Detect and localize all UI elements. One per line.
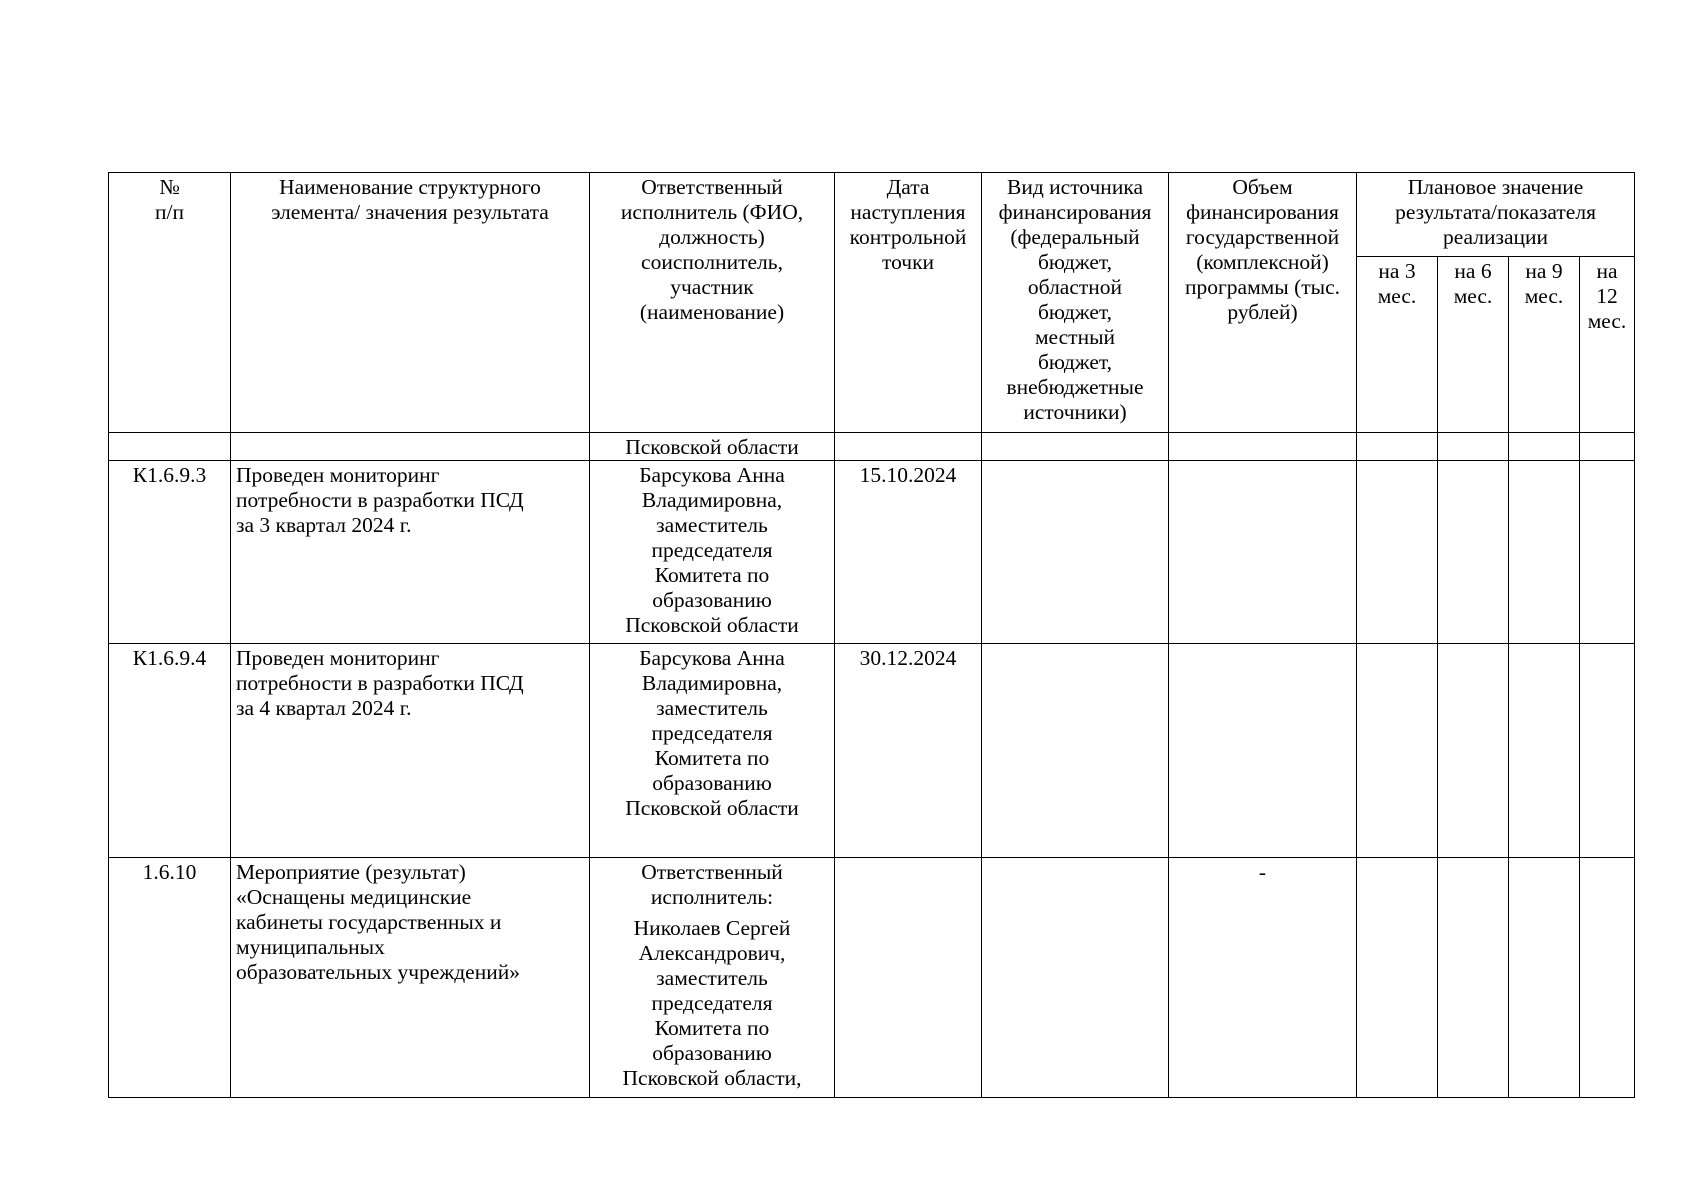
- row-responsible-line: Комитета по: [654, 746, 770, 770]
- row-plan-12: [1580, 644, 1635, 858]
- row-responsible-label-line: исполнитель:: [650, 885, 774, 909]
- row-plan-6: [1438, 858, 1509, 1098]
- header-number: [109, 173, 231, 433]
- row-name: [231, 644, 590, 858]
- header-name: [231, 173, 590, 433]
- row-responsible-line: Псковской области,: [622, 1066, 802, 1090]
- header-responsible-line: исполнитель (ФИО,: [620, 200, 804, 224]
- row-responsible-line: Псковской области: [625, 435, 799, 459]
- row-name-line: образовательных учреждений»: [236, 960, 520, 984]
- header-6-months-line: на 6: [1454, 259, 1492, 283]
- header-planned-value-line: Плановое значение: [1407, 175, 1584, 199]
- header-funding-source-line: бюджет,: [1037, 250, 1113, 274]
- header-name-line: элемента/ значения результата: [271, 200, 549, 224]
- row-date: [835, 433, 982, 461]
- header-number-line: №: [159, 175, 180, 199]
- row-plan-9: [1509, 858, 1580, 1098]
- row-plan-12: [1580, 433, 1635, 461]
- row-responsible: [590, 858, 835, 1098]
- row-funding-volume: -: [1169, 858, 1357, 1098]
- row-responsible-line: Владимировна,: [641, 488, 783, 512]
- header-funding-source-line: источники): [1023, 400, 1127, 424]
- header-9-months-line: мес.: [1524, 284, 1564, 308]
- row-responsible-line: председателя: [651, 991, 773, 1015]
- row-responsible: [590, 433, 835, 461]
- row-plan-3: [1357, 644, 1438, 858]
- row-responsible-line: образованию: [652, 588, 772, 612]
- header-funding-source-line: Вид источника: [1006, 175, 1143, 199]
- table-row: [109, 644, 1635, 858]
- row-responsible-line: председателя: [651, 538, 773, 562]
- header-6-months: [1438, 257, 1509, 433]
- row-number: [109, 433, 231, 461]
- header-date-line: точки: [881, 250, 935, 274]
- header-12-months-line: на: [1596, 259, 1618, 283]
- header-planned-value-line: результата/показателя: [1395, 200, 1596, 224]
- row-responsible-line: Николаев Сергей: [633, 916, 791, 940]
- row-responsible-line: заместитель: [656, 696, 768, 720]
- header-9-months-line: на 9: [1525, 259, 1563, 283]
- row-name-line: кабинеты государственных и: [236, 910, 502, 934]
- header-12-months-line: 12: [1596, 284, 1618, 308]
- row-funding-source: [982, 433, 1169, 461]
- row-responsible-line: образованию: [652, 771, 772, 795]
- row-funding-source: [982, 858, 1169, 1098]
- row-responsible-line: Комитета по: [654, 1016, 770, 1040]
- row-responsible-line: заместитель: [656, 966, 768, 990]
- row-number: 1.6.10: [109, 858, 231, 1098]
- header-funding-volume-line: рублей): [1227, 300, 1298, 324]
- table-row: [109, 461, 1635, 644]
- row-funding-source: [982, 644, 1169, 858]
- header-3-months-line: на 3: [1378, 259, 1416, 283]
- header-responsible-line: участник: [670, 275, 754, 299]
- row-plan-6: [1438, 461, 1509, 644]
- header-number-line: п/п: [155, 200, 184, 224]
- row-responsible-line: председателя: [651, 721, 773, 745]
- row-plan-3: [1357, 858, 1438, 1098]
- row-date: 30.12.2024: [835, 644, 982, 858]
- row-plan-9: [1509, 461, 1580, 644]
- header-12-months-line: мес.: [1587, 309, 1627, 333]
- row-funding-volume: [1169, 433, 1357, 461]
- row-plan-12: [1580, 461, 1635, 644]
- header-funding-source-line: внебюджетные: [1006, 375, 1144, 399]
- row-responsible-line: Барсукова Анна: [639, 646, 785, 670]
- plan-table: [108, 172, 1635, 1098]
- row-responsible-line: Владимировна,: [641, 671, 783, 695]
- header-9-months: [1509, 257, 1580, 433]
- header-12-months: [1580, 257, 1635, 433]
- row-responsible-line: Псковской области: [625, 613, 799, 637]
- table-row: [109, 858, 1635, 1098]
- header-responsible-line: Ответственный: [641, 175, 783, 199]
- row-plan-6: [1438, 644, 1509, 858]
- header-funding-source-line: местный: [1034, 325, 1116, 349]
- row-name-line: за 3 квартал 2024 г.: [236, 513, 412, 537]
- row-date: 15.10.2024: [835, 461, 982, 644]
- row-plan-3: [1357, 433, 1438, 461]
- header-3-months: [1357, 257, 1438, 433]
- row-name-line: за 4 квартал 2024 г.: [236, 696, 412, 720]
- header-funding-volume-line: государственной: [1185, 225, 1340, 249]
- row-plan-3: [1357, 461, 1438, 644]
- header-date-line: контрольной: [849, 225, 967, 249]
- table-row: [109, 433, 1635, 461]
- header-responsible-line: должность): [659, 225, 765, 249]
- row-responsible-line: Комитета по: [654, 563, 770, 587]
- row-name-line: потребности в разработки ПСД: [236, 488, 524, 512]
- header-responsible: [590, 173, 835, 433]
- row-responsible: [590, 644, 835, 858]
- row-responsible-line: образованию: [652, 1041, 772, 1065]
- row-number: К1.6.9.4: [109, 644, 231, 858]
- header-responsible-line: (наименование): [639, 300, 785, 324]
- header-funding-source-line: областной: [1027, 275, 1123, 299]
- header-funding-volume-line: (комплексной): [1196, 250, 1329, 274]
- row-date: [835, 858, 982, 1098]
- row-name-line: «Оснащены медицинские: [236, 885, 472, 909]
- row-responsible: [590, 461, 835, 644]
- header-funding-volume-line: Объем: [1232, 175, 1293, 199]
- row-plan-9: [1509, 644, 1580, 858]
- row-responsible-line: заместитель: [656, 513, 768, 537]
- row-funding-source: [982, 461, 1169, 644]
- header-responsible-line: соисполнитель,: [641, 250, 783, 274]
- row-plan-12: [1580, 858, 1635, 1098]
- header-name-line: Наименование структурного: [279, 175, 541, 199]
- header-funding-source-line: финансирования: [998, 200, 1152, 224]
- row-plan-9: [1509, 433, 1580, 461]
- row-funding-volume: [1169, 461, 1357, 644]
- header-funding-volume-line: программы (тыс.: [1184, 275, 1341, 299]
- row-responsible-label-line: Ответственный: [641, 860, 783, 884]
- header-6-months-line: мес.: [1453, 284, 1493, 308]
- header-date: [835, 173, 982, 433]
- header-planned-value-line: реализации: [1442, 225, 1549, 249]
- row-name-line: потребности в разработки ПСД: [236, 671, 524, 695]
- header-planned-value: [1357, 173, 1635, 257]
- row-name: [231, 858, 590, 1098]
- header-funding-source-line: бюджет,: [1037, 350, 1113, 374]
- row-responsible-line: Барсукова Анна: [639, 463, 785, 487]
- row-name: [231, 461, 590, 644]
- row-name-line: муниципальных: [236, 935, 385, 959]
- row-name: [231, 433, 590, 461]
- header-3-months-line: мес.: [1377, 284, 1417, 308]
- row-name-line: Проведен мониторинг: [236, 646, 440, 670]
- row-name-line: Мероприятие (результат): [236, 860, 466, 884]
- row-responsible-line: Псковской области: [625, 796, 799, 820]
- header-date-line: Дата: [886, 175, 930, 199]
- row-number: К1.6.9.3: [109, 461, 231, 644]
- header-funding-source-line: бюджет,: [1037, 300, 1113, 324]
- header-funding-source: [982, 173, 1169, 433]
- row-plan-6: [1438, 433, 1509, 461]
- row-responsible-line: Александрович,: [638, 941, 786, 965]
- row-name-line: Проведен мониторинг: [236, 463, 440, 487]
- header-date-line: наступления: [850, 200, 966, 224]
- header-funding-volume-line: финансирования: [1186, 200, 1339, 224]
- header-funding-volume: [1169, 173, 1357, 433]
- header-funding-source-line: (федеральный: [1010, 225, 1140, 249]
- row-funding-volume: [1169, 644, 1357, 858]
